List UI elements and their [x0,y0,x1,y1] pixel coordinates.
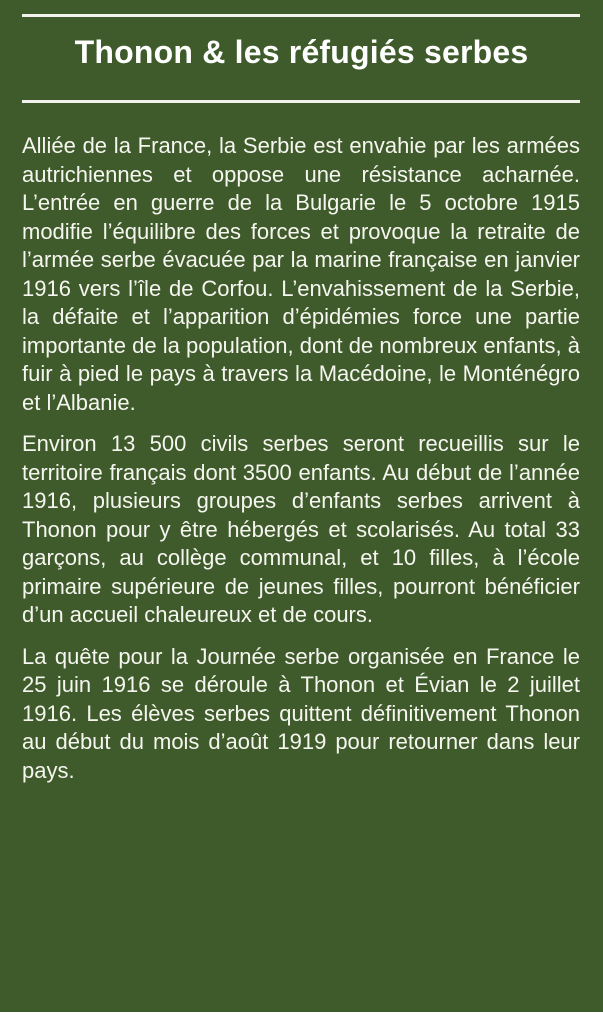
paragraph-3: La quête pour la Journée serbe organisée en France le 25 juin 1916 se déroule à Thonon et Évian le 2 juillet 1916. Les élèves serbes quittent définitivement Thonon au début du mois d’août 1919 pour retourner dans leur pays. [22,643,580,783]
top-divider [22,14,580,17]
body-text [22,132,580,798]
paragraph-1: Alliée de la France, la Serbie est envahie par les armées autrichiennes et oppose une résistance acharnée. L’entrée en guerre de la Bulgarie le 5 octobre 1915 modifie l’équilibre des forces et provoque la retraite de l’armée serbe évacuée par la marine française en janvier 1916 vers l’île de Corfou. L’envahissement de la Serbie, la défaite et l’apparition d’épidémies force une partie importante de la population, dont de nombreux enfants, à fuir à pied le pays à travers la Macédoine, le Monténégro et l’Albanie. [22,133,580,415]
paragraph-2: Environ 13 500 civils serbes seront recueillis sur le territoire français dont 3500 enfants. Au début de l’année 1916, plusieurs groupes d’enfants serbes arrivent à Thonon pour y être hébergés et scolarisés. Au total 33 garçons, au collège communal, et 10 filles, à l’école primaire supérieure de jeunes filles, pourront bénéficier d’un accueil chaleureux et de cours. [22,431,580,627]
title-divider [22,100,580,103]
panel-title: Thonon & les réfugiés serbes [74,34,529,70]
